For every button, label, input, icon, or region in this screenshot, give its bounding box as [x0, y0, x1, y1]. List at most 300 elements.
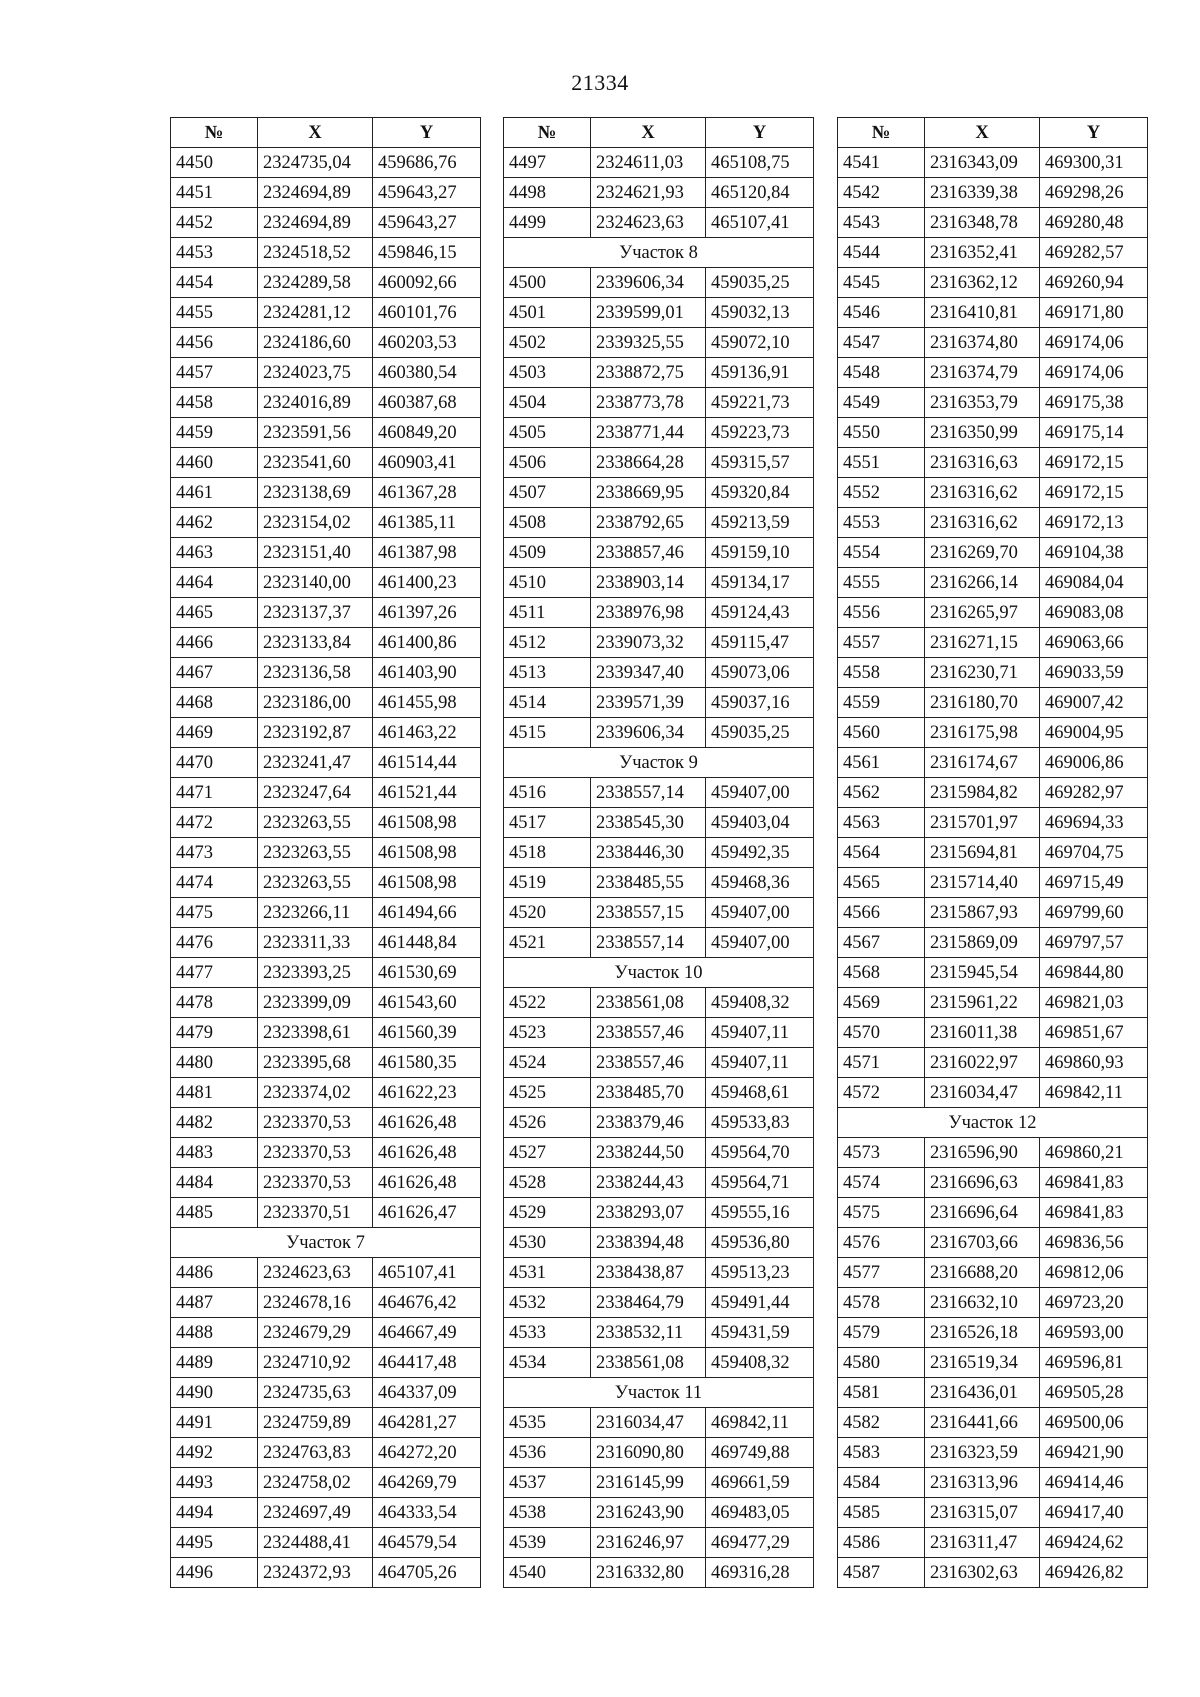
- table-row: [838, 1228, 1148, 1258]
- point-number-cell: 4568: [838, 958, 925, 988]
- point-number-cell: 4505: [504, 418, 591, 448]
- point-number-cell: 4494: [171, 1498, 258, 1528]
- x-coordinate-cell: 2324623,63: [591, 208, 706, 238]
- x-coordinate-cell: 2324611,03: [591, 148, 706, 178]
- y-coordinate-cell: 459564,71: [706, 1168, 814, 1198]
- x-coordinate-cell: 2316696,64: [925, 1198, 1040, 1228]
- point-number-cell: 4528: [504, 1168, 591, 1198]
- y-coordinate-cell: 459407,11: [706, 1048, 814, 1078]
- point-number-cell: 4564: [838, 838, 925, 868]
- x-coordinate-cell: 2316145,99: [591, 1468, 706, 1498]
- x-coordinate-cell: 2323591,56: [258, 418, 373, 448]
- point-number-cell: 4478: [171, 988, 258, 1018]
- x-coordinate-cell: 2316343,09: [925, 148, 1040, 178]
- table-row: [838, 1498, 1148, 1528]
- table-row: [504, 718, 814, 748]
- table-row: [838, 208, 1148, 238]
- y-coordinate-cell: 469799,60: [1040, 898, 1148, 928]
- point-number-cell: 4508: [504, 508, 591, 538]
- x-coordinate-cell: 2338293,07: [591, 1198, 706, 1228]
- x-coordinate-cell: 2338792,65: [591, 508, 706, 538]
- x-coordinate-cell: 2316441,66: [925, 1408, 1040, 1438]
- table-row: [171, 958, 481, 988]
- coordinates-table-2: [503, 117, 814, 1588]
- table-row: [171, 808, 481, 838]
- y-coordinate-cell: 464337,09: [373, 1378, 481, 1408]
- y-coordinate-cell: 459315,57: [706, 448, 814, 478]
- y-coordinate-cell: 469851,67: [1040, 1018, 1148, 1048]
- y-coordinate-cell: 469414,46: [1040, 1468, 1148, 1498]
- x-coordinate-cell: 2323247,64: [258, 778, 373, 808]
- x-coordinate-cell: 2324697,49: [258, 1498, 373, 1528]
- x-coordinate-cell: 2323138,69: [258, 478, 373, 508]
- table-row: [838, 958, 1148, 988]
- y-coordinate-cell: 469836,56: [1040, 1228, 1148, 1258]
- column-header-x: X: [925, 118, 1040, 148]
- point-number-cell: 4515: [504, 718, 591, 748]
- x-coordinate-cell: 2316696,63: [925, 1168, 1040, 1198]
- x-coordinate-cell: 2316316,62: [925, 508, 1040, 538]
- y-coordinate-cell: 465120,84: [706, 178, 814, 208]
- point-number-cell: 4519: [504, 868, 591, 898]
- y-coordinate-cell: 460849,20: [373, 418, 481, 448]
- y-coordinate-cell: 461560,39: [373, 1018, 481, 1048]
- table-row: [838, 1258, 1148, 1288]
- x-coordinate-cell: 2338557,14: [591, 778, 706, 808]
- point-number-cell: 4545: [838, 268, 925, 298]
- y-coordinate-cell: 459431,59: [706, 1318, 814, 1348]
- y-coordinate-cell: 461508,98: [373, 838, 481, 868]
- table-row: [504, 808, 814, 838]
- y-coordinate-cell: 469426,82: [1040, 1558, 1148, 1588]
- table-row: [504, 1258, 814, 1288]
- table-row: [838, 598, 1148, 628]
- x-coordinate-cell: 2316316,62: [925, 478, 1040, 508]
- x-coordinate-cell: 2316311,47: [925, 1528, 1040, 1558]
- y-coordinate-cell: 465107,41: [706, 208, 814, 238]
- table-row: [504, 148, 814, 178]
- x-coordinate-cell: 2315694,81: [925, 838, 1040, 868]
- y-coordinate-cell: 469596,81: [1040, 1348, 1148, 1378]
- point-number-cell: 4482: [171, 1108, 258, 1138]
- point-number-cell: 4504: [504, 388, 591, 418]
- x-coordinate-cell: 2316246,97: [591, 1528, 706, 1558]
- y-coordinate-cell: 459492,35: [706, 838, 814, 868]
- point-number-cell: 4574: [838, 1168, 925, 1198]
- y-coordinate-cell: 460387,68: [373, 388, 481, 418]
- y-coordinate-cell: 464417,48: [373, 1348, 481, 1378]
- point-number-cell: 4526: [504, 1108, 591, 1138]
- point-number-cell: 4500: [504, 268, 591, 298]
- table-row: [171, 178, 481, 208]
- table-row: [171, 628, 481, 658]
- x-coordinate-cell: 2339073,32: [591, 628, 706, 658]
- point-number-cell: 4524: [504, 1048, 591, 1078]
- y-coordinate-cell: 461543,60: [373, 988, 481, 1018]
- table-row: [504, 358, 814, 388]
- x-coordinate-cell: 2324763,83: [258, 1438, 373, 1468]
- x-coordinate-cell: 2338557,46: [591, 1048, 706, 1078]
- x-coordinate-cell: 2338976,98: [591, 598, 706, 628]
- table-row: [171, 1258, 481, 1288]
- table-row: [504, 328, 814, 358]
- table-row: [838, 538, 1148, 568]
- table-row: [504, 898, 814, 928]
- point-number-cell: 4472: [171, 808, 258, 838]
- point-number-cell: 4485: [171, 1198, 258, 1228]
- y-coordinate-cell: 459124,43: [706, 598, 814, 628]
- table-row: [504, 628, 814, 658]
- x-coordinate-cell: 2323137,37: [258, 598, 373, 628]
- x-coordinate-cell: 2316174,67: [925, 748, 1040, 778]
- x-coordinate-cell: 2324694,89: [258, 208, 373, 238]
- x-coordinate-cell: 2323374,02: [258, 1078, 373, 1108]
- table-row: [171, 568, 481, 598]
- y-coordinate-cell: 469282,57: [1040, 238, 1148, 268]
- section-row: [504, 1378, 814, 1408]
- point-number-cell: 4582: [838, 1408, 925, 1438]
- table-row: [504, 448, 814, 478]
- table-row: [504, 268, 814, 298]
- y-coordinate-cell: 461397,26: [373, 598, 481, 628]
- y-coordinate-cell: 469844,80: [1040, 958, 1148, 988]
- x-coordinate-cell: 2323151,40: [258, 538, 373, 568]
- point-number-cell: 4513: [504, 658, 591, 688]
- point-number-cell: 4575: [838, 1198, 925, 1228]
- table-row: [504, 1108, 814, 1138]
- x-coordinate-cell: 2323266,11: [258, 898, 373, 928]
- x-coordinate-cell: 2315714,40: [925, 868, 1040, 898]
- table-row: [838, 298, 1148, 328]
- y-coordinate-cell: 469821,03: [1040, 988, 1148, 1018]
- point-number-cell: 4450: [171, 148, 258, 178]
- section-title: Участок 11: [504, 1378, 814, 1408]
- table-row: [838, 868, 1148, 898]
- table-row: [838, 418, 1148, 448]
- x-coordinate-cell: 2316350,99: [925, 418, 1040, 448]
- table-row: [838, 1048, 1148, 1078]
- y-coordinate-cell: 469175,38: [1040, 388, 1148, 418]
- point-number-cell: 4544: [838, 238, 925, 268]
- table-row: [171, 1558, 481, 1588]
- y-coordinate-cell: 469280,48: [1040, 208, 1148, 238]
- table-row: [171, 1408, 481, 1438]
- table-row: [504, 1078, 814, 1108]
- point-number-cell: 4573: [838, 1138, 925, 1168]
- y-coordinate-cell: 459073,06: [706, 658, 814, 688]
- y-coordinate-cell: 461530,69: [373, 958, 481, 988]
- y-coordinate-cell: 469749,88: [706, 1438, 814, 1468]
- table-row: [504, 868, 814, 898]
- point-number-cell: 4471: [171, 778, 258, 808]
- y-coordinate-cell: 461387,98: [373, 538, 481, 568]
- x-coordinate-cell: 2338771,44: [591, 418, 706, 448]
- table-row: [838, 1168, 1148, 1198]
- y-coordinate-cell: 461400,23: [373, 568, 481, 598]
- table-row: [171, 1078, 481, 1108]
- x-coordinate-cell: 2338557,14: [591, 928, 706, 958]
- x-coordinate-cell: 2324694,89: [258, 178, 373, 208]
- y-coordinate-cell: 461367,28: [373, 478, 481, 508]
- x-coordinate-cell: 2339599,01: [591, 298, 706, 328]
- y-coordinate-cell: 460101,76: [373, 298, 481, 328]
- table-row: [171, 718, 481, 748]
- y-coordinate-cell: 461494,66: [373, 898, 481, 928]
- coordinates-table-1: [170, 117, 481, 1588]
- y-coordinate-cell: 469175,14: [1040, 418, 1148, 448]
- table-row: [838, 988, 1148, 1018]
- x-coordinate-cell: 2315867,93: [925, 898, 1040, 928]
- y-coordinate-cell: 469417,40: [1040, 1498, 1148, 1528]
- x-coordinate-cell: 2323398,61: [258, 1018, 373, 1048]
- y-coordinate-cell: 461626,48: [373, 1108, 481, 1138]
- y-coordinate-cell: 469316,28: [706, 1558, 814, 1588]
- x-coordinate-cell: 2338903,14: [591, 568, 706, 598]
- point-number-cell: 4462: [171, 508, 258, 538]
- point-number-cell: 4461: [171, 478, 258, 508]
- x-coordinate-cell: 2316180,70: [925, 688, 1040, 718]
- x-coordinate-cell: 2316332,80: [591, 1558, 706, 1588]
- table-row: [504, 178, 814, 208]
- table-row: [504, 508, 814, 538]
- table-row: [171, 1318, 481, 1348]
- table-row: [504, 688, 814, 718]
- table-body: [838, 148, 1148, 1588]
- table-row: [838, 928, 1148, 958]
- point-number-cell: 4488: [171, 1318, 258, 1348]
- header-row: [171, 118, 481, 148]
- point-number-cell: 4495: [171, 1528, 258, 1558]
- table-row: [504, 778, 814, 808]
- y-coordinate-cell: 461626,48: [373, 1138, 481, 1168]
- point-number-cell: 4543: [838, 208, 925, 238]
- table-row: [171, 268, 481, 298]
- y-coordinate-cell: 469841,83: [1040, 1198, 1148, 1228]
- x-coordinate-cell: 2316302,63: [925, 1558, 1040, 1588]
- y-coordinate-cell: 459643,27: [373, 208, 481, 238]
- x-coordinate-cell: 2324281,12: [258, 298, 373, 328]
- x-coordinate-cell: 2316688,20: [925, 1258, 1040, 1288]
- point-number-cell: 4536: [504, 1438, 591, 1468]
- point-number-cell: 4490: [171, 1378, 258, 1408]
- y-coordinate-cell: 464281,27: [373, 1408, 481, 1438]
- point-number-cell: 4469: [171, 718, 258, 748]
- column-header-number: №: [838, 118, 925, 148]
- point-number-cell: 4581: [838, 1378, 925, 1408]
- y-coordinate-cell: 459491,44: [706, 1288, 814, 1318]
- y-coordinate-cell: 459686,76: [373, 148, 481, 178]
- table-row: [838, 1018, 1148, 1048]
- point-number-cell: 4512: [504, 628, 591, 658]
- y-coordinate-cell: 459035,25: [706, 718, 814, 748]
- y-coordinate-cell: 469593,00: [1040, 1318, 1148, 1348]
- table-row: [171, 1168, 481, 1198]
- y-coordinate-cell: 459408,32: [706, 1348, 814, 1378]
- y-coordinate-cell: 469063,66: [1040, 628, 1148, 658]
- y-coordinate-cell: 469860,93: [1040, 1048, 1148, 1078]
- point-number-cell: 4571: [838, 1048, 925, 1078]
- x-coordinate-cell: 2339571,39: [591, 688, 706, 718]
- x-coordinate-cell: 2316352,41: [925, 238, 1040, 268]
- point-number-cell: 4527: [504, 1138, 591, 1168]
- table-row: [504, 1048, 814, 1078]
- point-number-cell: 4580: [838, 1348, 925, 1378]
- point-number-cell: 4538: [504, 1498, 591, 1528]
- point-number-cell: 4532: [504, 1288, 591, 1318]
- y-coordinate-cell: 469424,62: [1040, 1528, 1148, 1558]
- table-row: [171, 1108, 481, 1138]
- x-coordinate-cell: 2323192,87: [258, 718, 373, 748]
- x-coordinate-cell: 2324678,16: [258, 1288, 373, 1318]
- x-coordinate-cell: 2324621,93: [591, 178, 706, 208]
- x-coordinate-cell: 2324735,04: [258, 148, 373, 178]
- x-coordinate-cell: 2316265,97: [925, 598, 1040, 628]
- x-coordinate-cell: 2316374,79: [925, 358, 1040, 388]
- table-row: [171, 868, 481, 898]
- table-row: [504, 1318, 814, 1348]
- x-coordinate-cell: 2316022,97: [925, 1048, 1040, 1078]
- table-row: [171, 1048, 481, 1078]
- y-coordinate-cell: 461403,90: [373, 658, 481, 688]
- x-coordinate-cell: 2323370,53: [258, 1168, 373, 1198]
- y-coordinate-cell: 459032,13: [706, 298, 814, 328]
- point-number-cell: 4454: [171, 268, 258, 298]
- y-coordinate-cell: 469084,04: [1040, 568, 1148, 598]
- table-row: [171, 838, 481, 868]
- y-coordinate-cell: 459223,73: [706, 418, 814, 448]
- x-coordinate-cell: 2316315,07: [925, 1498, 1040, 1528]
- y-coordinate-cell: 459403,04: [706, 808, 814, 838]
- y-coordinate-cell: 469694,33: [1040, 808, 1148, 838]
- y-coordinate-cell: 469007,42: [1040, 688, 1148, 718]
- y-coordinate-cell: 459536,80: [706, 1228, 814, 1258]
- section-row: [504, 748, 814, 778]
- table-row: [838, 1198, 1148, 1228]
- y-coordinate-cell: 469500,06: [1040, 1408, 1148, 1438]
- point-number-cell: 4463: [171, 538, 258, 568]
- point-number-cell: 4530: [504, 1228, 591, 1258]
- point-number-cell: 4477: [171, 958, 258, 988]
- table-row: [504, 1498, 814, 1528]
- x-coordinate-cell: 2324186,60: [258, 328, 373, 358]
- table-row: [838, 568, 1148, 598]
- x-coordinate-cell: 2324710,92: [258, 1348, 373, 1378]
- y-coordinate-cell: 469841,83: [1040, 1168, 1148, 1198]
- x-coordinate-cell: 2316703,66: [925, 1228, 1040, 1258]
- point-number-cell: 4466: [171, 628, 258, 658]
- point-number-cell: 4509: [504, 538, 591, 568]
- y-coordinate-cell: 461455,98: [373, 688, 481, 718]
- x-coordinate-cell: 2324488,41: [258, 1528, 373, 1558]
- table-row: [171, 1018, 481, 1048]
- point-number-cell: 4555: [838, 568, 925, 598]
- point-number-cell: 4542: [838, 178, 925, 208]
- x-coordinate-cell: 2338669,95: [591, 478, 706, 508]
- y-coordinate-cell: 459555,16: [706, 1198, 814, 1228]
- x-coordinate-cell: 2316374,80: [925, 328, 1040, 358]
- point-number-cell: 4498: [504, 178, 591, 208]
- point-number-cell: 4467: [171, 658, 258, 688]
- x-coordinate-cell: 2338545,30: [591, 808, 706, 838]
- x-coordinate-cell: 2338244,50: [591, 1138, 706, 1168]
- point-number-cell: 4533: [504, 1318, 591, 1348]
- point-number-cell: 4558: [838, 658, 925, 688]
- point-number-cell: 4483: [171, 1138, 258, 1168]
- x-coordinate-cell: 2338557,15: [591, 898, 706, 928]
- x-coordinate-cell: 2323263,55: [258, 808, 373, 838]
- y-coordinate-cell: 469842,11: [706, 1408, 814, 1438]
- point-number-cell: 4531: [504, 1258, 591, 1288]
- table-row: [171, 418, 481, 448]
- section-row: [171, 1228, 481, 1258]
- table-row: [504, 208, 814, 238]
- x-coordinate-cell: 2315945,54: [925, 958, 1040, 988]
- y-coordinate-cell: 461400,86: [373, 628, 481, 658]
- point-number-cell: 4551: [838, 448, 925, 478]
- y-coordinate-cell: 459320,84: [706, 478, 814, 508]
- x-coordinate-cell: 2316090,80: [591, 1438, 706, 1468]
- point-number-cell: 4511: [504, 598, 591, 628]
- x-coordinate-cell: 2323395,68: [258, 1048, 373, 1078]
- table-row: [838, 898, 1148, 928]
- point-number-cell: 4489: [171, 1348, 258, 1378]
- point-number-cell: 4452: [171, 208, 258, 238]
- point-number-cell: 4451: [171, 178, 258, 208]
- point-number-cell: 4499: [504, 208, 591, 238]
- table-row: [504, 928, 814, 958]
- point-number-cell: 4520: [504, 898, 591, 928]
- y-coordinate-cell: 469172,13: [1040, 508, 1148, 538]
- y-coordinate-cell: 469842,11: [1040, 1078, 1148, 1108]
- column-header-y: Y: [1040, 118, 1148, 148]
- table-row: [171, 598, 481, 628]
- point-number-cell: 4557: [838, 628, 925, 658]
- point-number-cell: 4584: [838, 1468, 925, 1498]
- point-number-cell: 4577: [838, 1258, 925, 1288]
- point-number-cell: 4547: [838, 328, 925, 358]
- x-coordinate-cell: 2338561,08: [591, 1348, 706, 1378]
- point-number-cell: 4474: [171, 868, 258, 898]
- point-number-cell: 4576: [838, 1228, 925, 1258]
- point-number-cell: 4553: [838, 508, 925, 538]
- table-row: [504, 1138, 814, 1168]
- x-coordinate-cell: 2323263,55: [258, 838, 373, 868]
- x-coordinate-cell: 2316436,01: [925, 1378, 1040, 1408]
- y-coordinate-cell: 459407,00: [706, 778, 814, 808]
- point-number-cell: 4517: [504, 808, 591, 838]
- y-coordinate-cell: 461626,48: [373, 1168, 481, 1198]
- section-row: [838, 1108, 1148, 1138]
- y-coordinate-cell: 459213,59: [706, 508, 814, 538]
- y-coordinate-cell: 469300,31: [1040, 148, 1148, 178]
- point-number-cell: 4510: [504, 568, 591, 598]
- table-row: [504, 1528, 814, 1558]
- x-coordinate-cell: 2338379,46: [591, 1108, 706, 1138]
- table-row: [504, 1228, 814, 1258]
- point-number-cell: 4514: [504, 688, 591, 718]
- point-number-cell: 4497: [504, 148, 591, 178]
- y-coordinate-cell: 459564,70: [706, 1138, 814, 1168]
- y-coordinate-cell: 469797,57: [1040, 928, 1148, 958]
- point-number-cell: 4487: [171, 1288, 258, 1318]
- table-row: [504, 388, 814, 418]
- x-coordinate-cell: 2324758,02: [258, 1468, 373, 1498]
- table-row: [838, 178, 1148, 208]
- table-row: [838, 688, 1148, 718]
- y-coordinate-cell: 469483,05: [706, 1498, 814, 1528]
- point-number-cell: 4479: [171, 1018, 258, 1048]
- x-coordinate-cell: 2316519,34: [925, 1348, 1040, 1378]
